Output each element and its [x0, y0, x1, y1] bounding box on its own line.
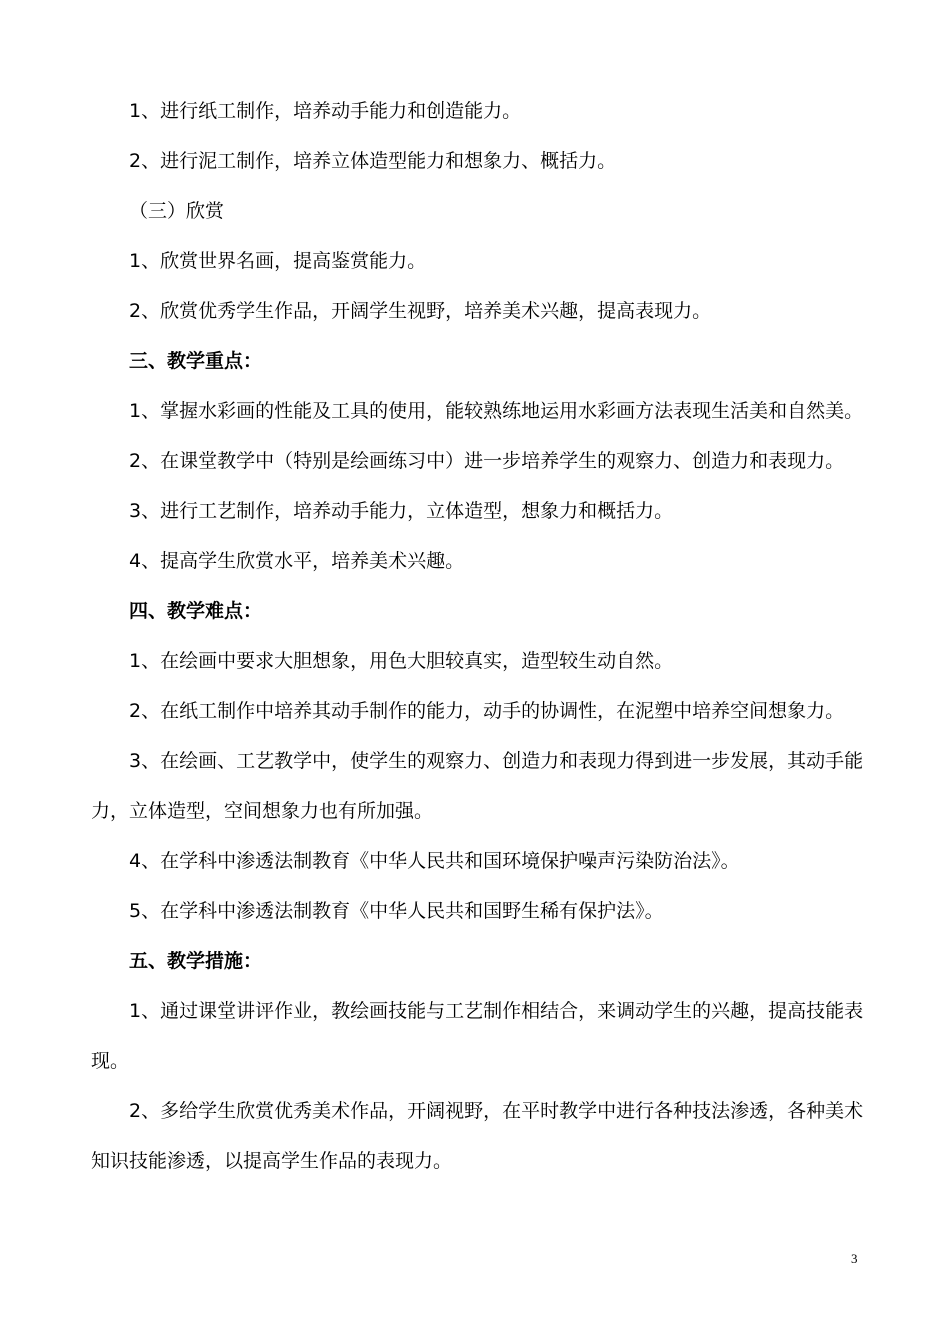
list-item: 2、欣赏优秀学生作品，开阔学生视野，培养美术兴趣，提高表现力。: [129, 300, 712, 322]
section-heading: 四、教学难点：: [129, 600, 263, 622]
page-number: 3: [851, 1251, 858, 1266]
list-item: 1、进行纸工制作，培养动手能力和创造能力。: [129, 100, 522, 122]
list-item: 2、在纸工制作中培养其动手制作的能力，动手的协调性，在泥塑中培养空间想象力。: [129, 700, 845, 722]
list-item-continuation: 力，立体造型，空间想象力也有所加强。: [91, 800, 434, 822]
section-heading: 三、教学重点：: [129, 350, 263, 372]
list-item: 2、在课堂教学中（特别是绘画练习中）进一步培养学生的观察力、创造力和表现力。: [129, 450, 845, 472]
list-item: 1、掌握水彩画的性能及工具的使用，能较熟练地运用水彩画方法表现生活美和自然美。: [129, 400, 864, 422]
list-item: 2、进行泥工制作，培养立体造型能力和想象力、概括力。: [129, 150, 617, 172]
list-item-continuation: 现。: [91, 1050, 130, 1072]
list-item: 1、在绘画中要求大胆想象，用色大胆较真实，造型较生动自然。: [129, 650, 674, 672]
section-heading: 五、教学措施：: [129, 950, 263, 972]
list-item: 3、在绘画、工艺教学中，使学生的观察力、创造力和表现力得到进一步发展，其动手能: [129, 750, 864, 772]
list-item: 5、在学科中渗透法制教育《中华人民共和国野生稀有保护法》。: [129, 900, 664, 922]
subsection-heading: （三）欣赏: [129, 200, 225, 222]
list-item: 4、提高学生欣赏水平，培养美术兴趣。: [129, 550, 465, 572]
list-item: 4、在学科中渗透法制教育《中华人民共和国环境保护噪声污染防治法》。: [129, 850, 740, 872]
list-item: 1、欣赏世界名画，提高鉴赏能力。: [129, 250, 427, 272]
list-item: 1、通过课堂讲评作业，教绘画技能与工艺制作相结合，来调动学生的兴趣，提高技能表: [129, 1000, 864, 1022]
list-item-continuation: 知识技能渗透，以提高学生作品的表现力。: [91, 1150, 453, 1172]
list-item: 3、进行工艺制作，培养动手能力，立体造型，想象力和概括力。: [129, 500, 674, 522]
list-item: 2、多给学生欣赏优秀美术作品，开阔视野，在平时教学中进行各种技法渗透，各种美术: [129, 1100, 864, 1122]
